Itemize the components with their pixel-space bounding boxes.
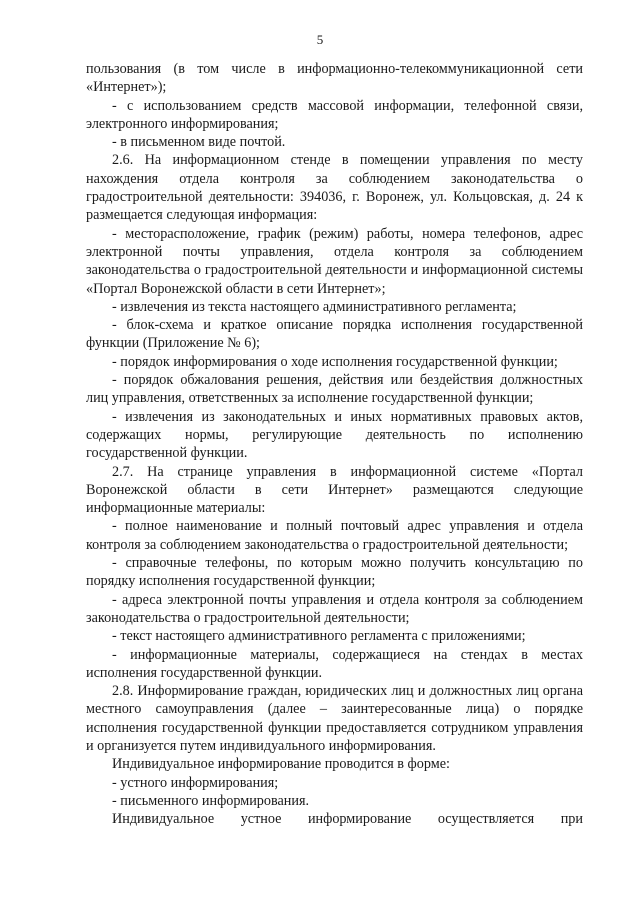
paragraph: пользования (в том числе в информационно-телекоммуникационной сети «Интернет»); <box>86 61 583 96</box>
paragraph: - письменного информирования. <box>112 792 310 809</box>
paragraph: 2.8. Информирование граждан, юридических лиц и должностных лиц органа местного самоуправления (далее – заинтересованные лица) о порядке исполнения государственной функции предоставляется сотрудником управления и организуется путем индивидуального информирования. <box>86 683 583 754</box>
page-number: 5 <box>316 32 324 47</box>
paragraph: Индивидуальное информирование проводится в форме: <box>112 756 450 773</box>
paragraph: - порядок обжалования решения, действия или бездействия должностных лиц управления, ответственных за исполнение государственной функции; <box>86 372 583 407</box>
paragraph: - блок-схема и краткое описание порядка исполнения государственной функции (Приложение № 6); <box>86 317 583 352</box>
paragraph: - устного информирования; <box>112 774 279 791</box>
paragraph: - извлечения из законодательных и иных нормативных правовых актов, содержащих нормы, регулирующие деятельность по исполнению государственной функции. <box>86 408 583 462</box>
paragraph: - извлечения из текста настоящего административного регламента; <box>112 298 517 315</box>
paragraph: - месторасположение, график (режим) работы, номера телефонов, адрес электронной почты управления, отдела контроля за соблюдением законодательства о градостроительной деятельности и информационной системы «Портал Воронежской области в сети Интернет»; <box>86 225 583 297</box>
paragraph: - порядок информирования о ходе исполнения государственной функции; <box>112 353 558 370</box>
paragraph: - текст настоящего административного регламента с приложениями; <box>112 628 526 645</box>
paragraph: - информационные материалы, содержащиеся на стендах в местах исполнения государственной функции. <box>86 646 583 681</box>
paragraph: - с использованием средств массовой информации, телефонной связи, электронного информирования; <box>86 97 583 132</box>
paragraph: - полное наименование и полный почтовый адрес управления и отдела контроля за соблюдением законодательства о градостроительной деятельности; <box>86 518 583 553</box>
paragraph: - справочные телефоны, по которым можно получить консультацию по порядку исполнения государственной функции; <box>86 555 583 590</box>
paragraph: 2.7. На странице управления в информационной системе «Портал Воронежской области в сети Интернет» размещаются следующие информационные материалы: <box>86 463 583 517</box>
document-body <box>86 60 583 828</box>
paragraph: Индивидуальное устное информирование осуществляется при <box>112 811 583 828</box>
paragraph: - адреса электронной почты управления и отдела контроля за соблюдением законодательства о градостроительной деятельности; <box>86 591 583 626</box>
paragraph: - в письменном виде почтой. <box>112 134 286 151</box>
paragraph: 2.6. На информационном стенде в помещении управления по месту нахождения отдела контроля за соблюдением законодательства о градостроительной деятельности: 394036, г. Воронеж, ул. Кольцовская, д. 24 к размещается следующая информация: <box>86 152 583 224</box>
